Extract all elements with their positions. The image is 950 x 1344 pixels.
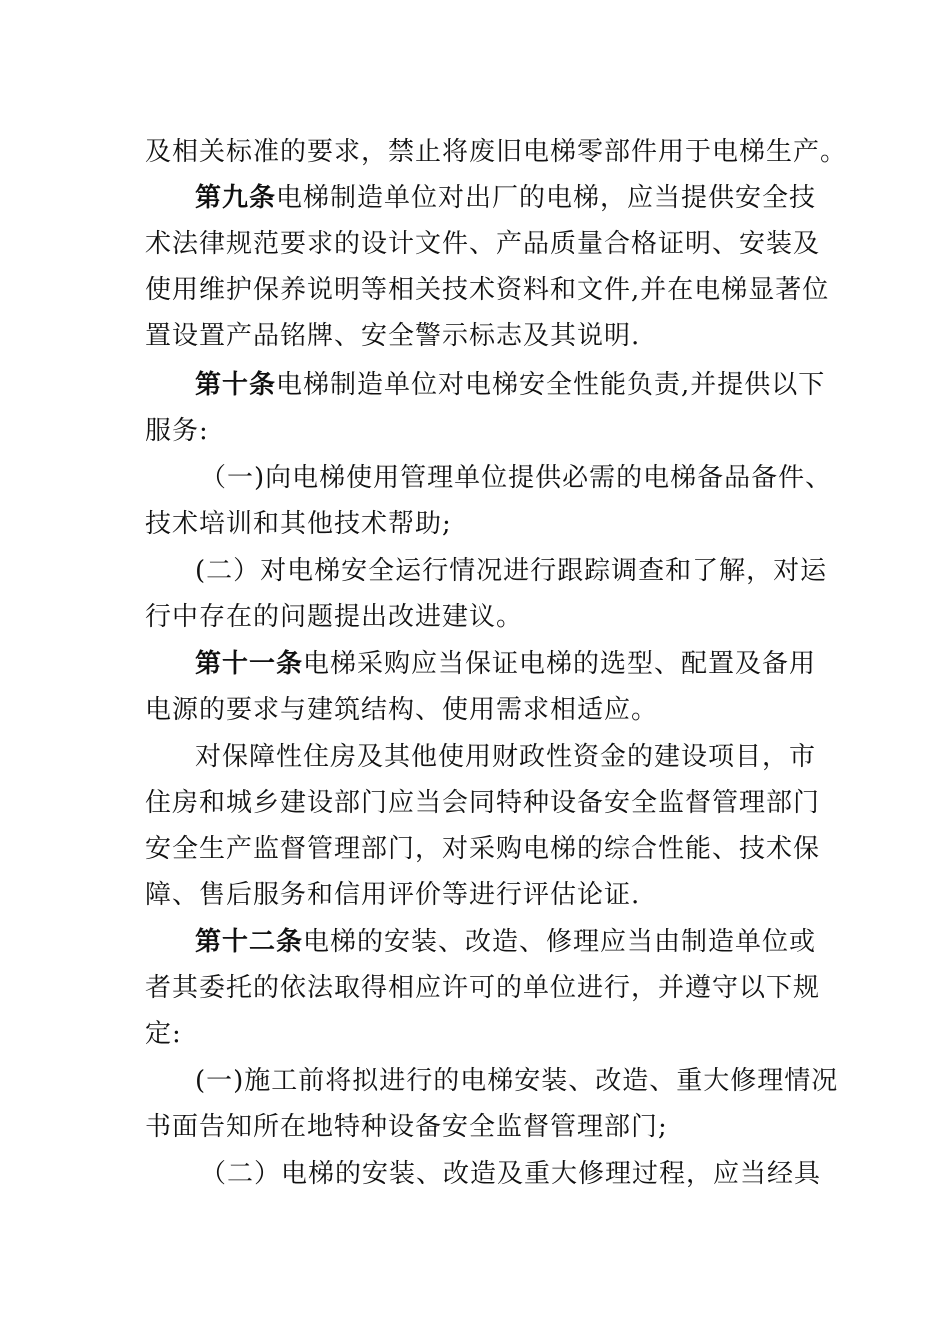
article-number: 第十条 [195, 370, 277, 400]
text-line: 定: [145, 1019, 182, 1049]
paragraph-line: 对保障性住房及其他使用财政性资金的建设项目，市 [195, 742, 817, 772]
text-line: 电源的要求与建筑结构、使用需求相适应。 [145, 695, 659, 725]
clause-line: (一)施工前将拟进行的电梯安装、改造、重大修理情况 [195, 1066, 839, 1096]
text-line: 障、售后服务和信用评价等进行评估论证. [145, 880, 641, 910]
article-10-line: 第十条电梯制造单位对电梯安全性能负责,并提供以下 [195, 370, 826, 400]
article-12-line: 第十二条电梯的安装、改造、修理应当由制造单位或 [195, 927, 817, 957]
article-11-line: 第十一条电梯采购应当保证电梯的选型、配置及备用 [195, 649, 817, 679]
text-line: 及相关标准的要求，禁止将废旧电梯零部件用于电梯生产。 [145, 137, 848, 167]
article-number: 第九条 [195, 183, 277, 213]
article-number: 第十一条 [195, 649, 304, 679]
text-line: 置设置产品铭牌、安全警示标志及其说明. [145, 321, 641, 351]
clause-line: (二）对电梯安全运行情况进行跟踪调查和了解，对运 [195, 556, 828, 586]
article-number: 第十二条 [195, 927, 304, 957]
text-line: 行中存在的问题提出改进建议。 [145, 602, 524, 632]
text-line: 住房和城乡建设部门应当会同特种设备安全监督管理部门 [145, 788, 821, 818]
text-line: 安全生产监督管理部门，对采购电梯的综合性能、技术保 [145, 834, 821, 864]
text-line: 技术培训和其他技术帮助; [145, 509, 452, 539]
text-line: 术法律规范要求的设计文件、产品质量合格证明、安装及 [145, 229, 821, 259]
text-line: 书面告知所在地特种设备安全监督管理部门; [145, 1112, 668, 1142]
article-9-line: 第九条电梯制造单位对出厂的电梯，应当提供安全技 [195, 183, 817, 213]
text-line: 者其委托的依法取得相应许可的单位进行，并遵守以下规 [145, 973, 821, 1003]
clause-line: （一)向电梯使用管理单位提供必需的电梯备品备件、 [200, 463, 833, 493]
text-line: 服务: [145, 416, 209, 446]
clause-line: （二）电梯的安装、改造及重大修理过程，应当经具 [200, 1159, 822, 1189]
text-line: 使用维护保养说明等相关技术资料和文件,并在电梯显著位 [145, 275, 830, 305]
